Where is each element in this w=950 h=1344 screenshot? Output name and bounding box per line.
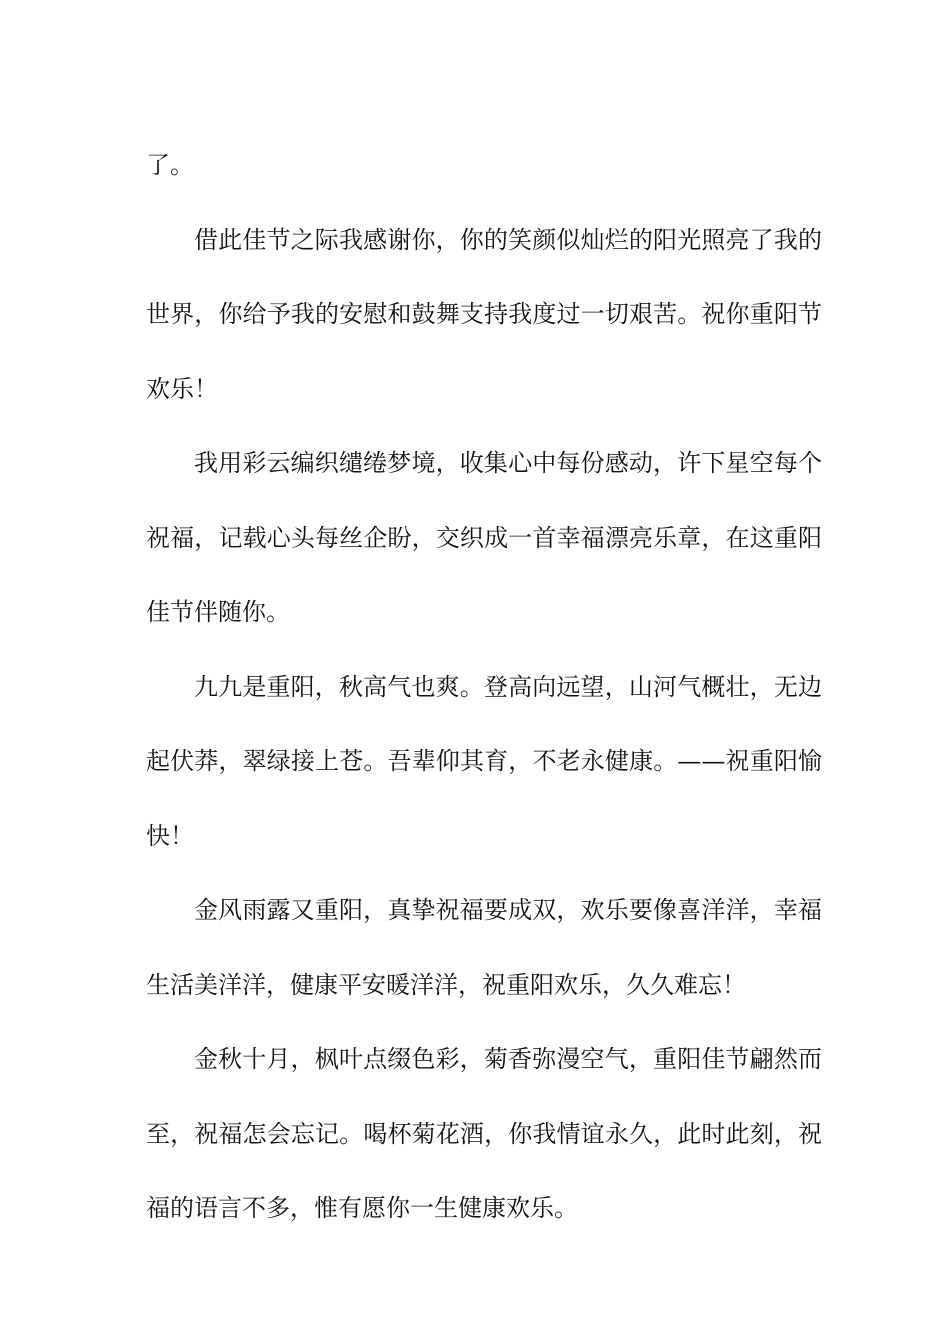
paragraph-1: 借此佳节之际我感谢你，你的笑颜似灿烂的阳光照亮了我的世界，你给予我的安慰和鼓舞支持我度过一切艰苦。祝你重阳节欢乐！ bbox=[146, 225, 822, 403]
paragraph-4: 金风雨露又重阳，真挚祝福要成双，欢乐要像喜洋洋，幸福生活美洋洋，健康平安暖洋洋，祝重阳欢乐，久久难忘！ bbox=[146, 896, 822, 999]
document-body bbox=[146, 128, 822, 1246]
paragraph-3: 九九是重阳，秋高气也爽。登高向远望，山河气概壮，无边起伏莽，翠绿接上苍。吾辈仰其育，不老永健康。——祝重阳愉快！ bbox=[146, 672, 822, 850]
paragraph-5: 金秋十月，枫叶点缀色彩，菊香弥漫空气，重阳佳节翩然而至，祝福怎会忘记。喝杯菊花酒，你我情谊永久，此时此刻，祝福的语言不多，惟有愿你一生健康欢乐。 bbox=[146, 1045, 822, 1222]
paragraph-2: 我用彩云编织缱绻梦境，收集心中每份感动，许下星空每个祝福，记载心头每丝企盼，交织成一首幸福漂亮乐章，在这重阳佳节伴随你。 bbox=[146, 449, 822, 626]
paragraph-continuation: 了。 bbox=[146, 151, 194, 179]
